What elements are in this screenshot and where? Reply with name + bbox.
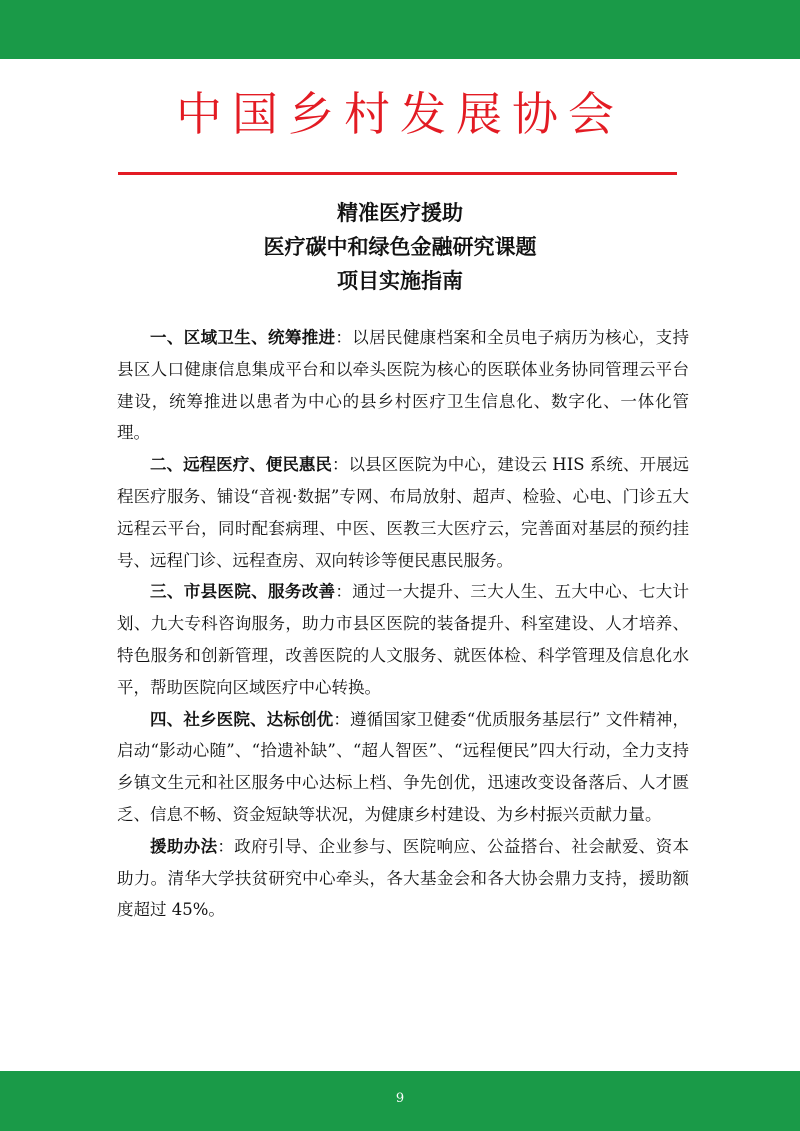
organization-title: 中国乡村发展协会 [176,87,624,141]
section-body: ：遵循国家卫健委“优质服务基层行” 文件精神，启动“影动心随”、“拾遗补缺”、“超人智医”、“远程便民”四大行动，全力支持乡镇文生元和社区服务中心达标上档、争先创优，迅速改变设备落后、人才匮乏、信息不畅、资金短缺等状况，为健康乡村建设、为乡村振兴贡献力量。 [117,709,690,824]
heading-line-1: 精准医疗援助 [337,201,463,225]
section-paragraph [117,576,689,703]
title-divider [118,172,677,175]
section-paragraph [117,449,689,576]
section-paragraph [117,704,689,831]
section-lead: 援助办法 [150,836,218,856]
heading-line-3: 项目实施指南 [337,269,463,293]
section-lead: 一、区域卫生、统筹推进 [150,328,336,347]
section-lead: 二、远程医疗、便民惠民 [150,455,332,475]
section-body: ：以县区医院为中心，建设云 HIS 系统、开展远程医疗服务、铺设“音视·数据”专网、布局放射、超声、检验、心电、门诊五大远程云平台，同时配套病理、中医、医教三大医疗云，完善面对基层的预约挂号、远程门诊、远程查房、双向转诊等便民惠民服务。 [117,455,690,570]
document-heading [0,196,800,298]
heading-line-2: 医疗碳中和绿色金融研究课题 [263,235,537,259]
section-paragraph [117,322,689,449]
section-body: ：以居民健康档案和全员电子病历为核心，支持县区人口健康信息集成平台和以牵头医院为核心的医联体业务协同管理云平台建设，统筹推进以患者为中心的县乡村医疗卫生信息化、数字化、一体化管理。 [117,328,690,443]
section-paragraph [117,831,689,926]
section-lead: 四、社乡医院、达标创优 [150,709,334,729]
section-body: ：通过一大提升、三大人生、五大中心、七大计划、九大专科咨询服务，助力市县区医院的装备提升、科室建设、人才培养、特色服务和创新管理，改善医院的人文服务、就医体检、科学管理及信息化水平，帮助医院向区域医疗中心转换。 [117,582,690,697]
section-lead: 三、市县医院、服务改善 [150,582,336,602]
section-body: ：政府引导、企业参与、医院响应、公益搭台、社会献爱、资本助力。清华大学扶贫研究中心牵头，各大基金会和各大协会鼎力支持，援助额度超过 45%。 [117,836,690,920]
document-body [117,322,689,926]
top-green-band [0,0,800,59]
page-number: 9 [395,1091,405,1106]
